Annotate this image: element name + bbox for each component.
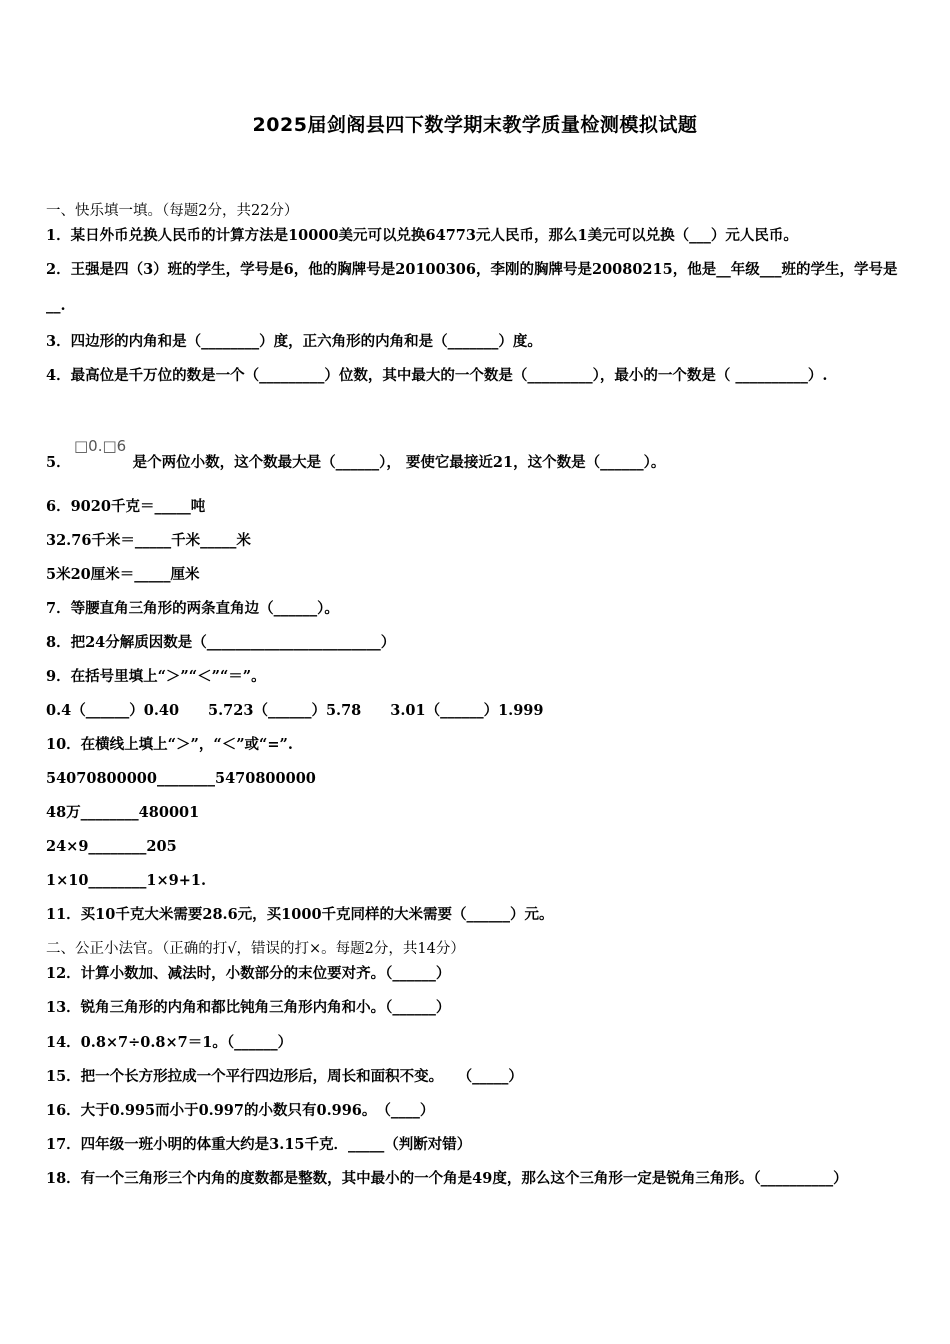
question-3: 3．四边形的内角和是（________）度，正六角形的内角和是（_______）度。 (46, 333, 542, 350)
question-5-decimal-boxes: □0.□6 (74, 437, 127, 455)
question-10-item-3: 24×9________205 (46, 838, 177, 855)
question-8: 8．把24分解质因数是（________________________） (46, 634, 396, 651)
question-5-number: 5． (46, 454, 71, 471)
question-10-item-4: 1×10________1×9+1. (46, 872, 207, 889)
question-9: 9．在括号里填上“＞”“＜”“＝”。 (46, 668, 266, 685)
question-4: 4．最高位是千万位的数是一个（_________）位数，其中最大的一个数是（_________），最小的一个数是（ __________）. (46, 367, 828, 384)
question-18: 18．有一个三角形三个内角的度数都是整数，其中最小的一个角是49度，那么这个三角形一定是锐角三角形。（__________） (46, 1170, 848, 1187)
question-1: 1．某日外币兑换人民币的计算方法是10000美元可以兑换64773元人民币，那么1美元可以兑换（___）元人民币。 (46, 227, 798, 244)
section-heading-2: 二、公正小法官。（正确的打√，错误的打×。每题2分，共14分） (46, 941, 465, 957)
question-10-item-1: 54070800000________5470800000 (46, 770, 316, 787)
section-heading-1: 一、快乐填一填。（每题2分，共22分） (46, 203, 299, 219)
question-10: 10．在横线上填上“＞”，“＜”或“=”. (46, 736, 293, 753)
question-5 (46, 451, 665, 472)
question-5-text: 是个两位小数，这个数最大是（______）， 要使它最接近21，这个数是（______）。 (132, 454, 666, 471)
question-6: 6．9020千克＝_____吨 (46, 498, 206, 515)
question-12: 12．计算小数加、减法时，小数部分的末位要对齐。（______） (46, 965, 451, 982)
question-7: 7．等腰直角三角形的两条直角边（______）。 (46, 600, 339, 617)
question-11: 11．买10千克大米需要28.6元，买1000千克同样的大米需要（______）元。 (46, 906, 554, 923)
question-6-part-3: 5米20厘米＝_____厘米 (46, 566, 200, 583)
question-6-part-2: 32.76千米＝_____千米_____米 (46, 532, 251, 549)
question-2: 2．王强是四（3）班的学生，学号是6，他的胸牌号是20100306，李刚的胸牌号是20080215，他是__年级___班的学生，学号是__. (46, 261, 898, 314)
question-16: 16．大于0.995而小于0.997的小数只有0.996。 （____） (46, 1102, 435, 1119)
question-15: 15．把一个长方形拉成一个平行四边形后，周长和面积不变。 （_____） (46, 1068, 523, 1085)
question-9-items: 0.4（______）0.40 5.723（______）5.78 3.01（______）1.999 (46, 702, 544, 719)
question-10-item-2: 48万________480001 (46, 804, 200, 821)
question-14: 14．0.8×7÷0.8×7＝1。（______） (46, 1034, 293, 1051)
question-17: 17．四年级一班小明的体重大约是3.15千克．_____（判断对错） (46, 1136, 472, 1153)
question-13: 13．锐角三角形的内角和都比钝角三角形内角和小。（______） (46, 999, 451, 1016)
page-title: 2025届剑阁县四下数学期末教学质量检测模拟试题 (252, 114, 698, 136)
